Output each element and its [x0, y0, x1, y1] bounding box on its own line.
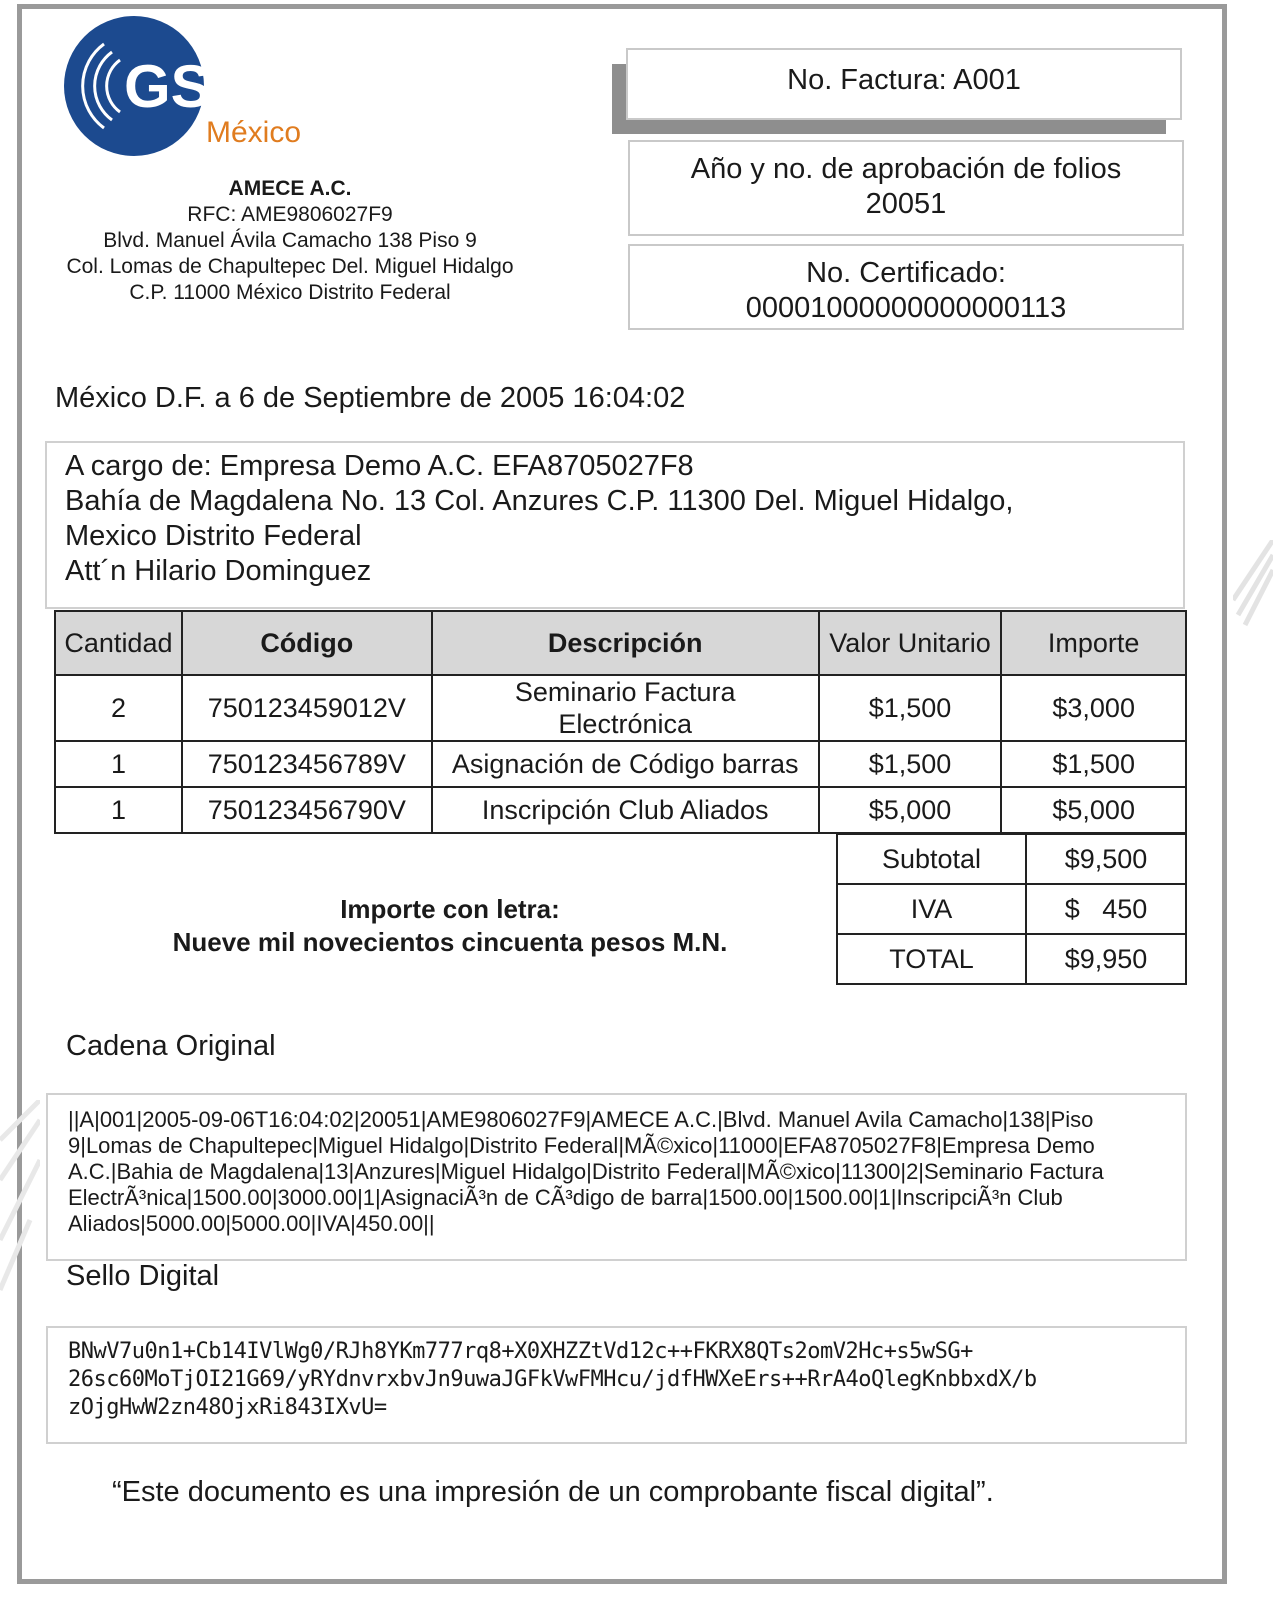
row-description-line-2: Electrónica [558, 709, 692, 739]
row-amount: $1,500 [1001, 741, 1186, 787]
folios-label: Año y no. de aprobación de folios [690, 153, 1122, 185]
cadena-box [46, 1093, 1187, 1261]
header-quantity: Cantidad [55, 611, 182, 675]
cadena-title: Cadena Original [66, 1030, 276, 1062]
subtotal-label: Subtotal [837, 834, 1026, 884]
items-table [54, 610, 1187, 834]
customer-line-2: Bahía de Magdalena No. 13 Col. Anzures C.P. 11300 Del. Miguel Hidalgo, [65, 485, 1014, 517]
row-unit-value: $1,500 [819, 675, 1002, 741]
issuer-address-2: Col. Lomas de Chapultepec Del. Miguel Hidalgo [66, 255, 514, 278]
row-description-line-1: Seminario Factura [514, 677, 736, 707]
row-amount: $5,000 [1001, 787, 1186, 833]
row-code: 750123459012V [182, 675, 432, 741]
decorative-stripes-left [0, 1100, 40, 1300]
row-description [432, 675, 819, 741]
iva-label: IVA [837, 884, 1026, 934]
table-row [55, 675, 1186, 741]
customer-line-1: A cargo de: Empresa Demo A.C. EFA8705027F8 [65, 450, 694, 482]
iva-value: $ 450 [1026, 884, 1186, 934]
subtotal-row [837, 834, 1186, 884]
issuer-block [30, 176, 550, 306]
sello-line: BNwV7u0n1+Cb14IVlWg0/RJh8YKm777rq8+X0XHZZtVd12c++FKRX8QTs2omV2Hc+s5wSG+ [68, 1339, 973, 1364]
logo-brand: GS1 [124, 53, 245, 120]
amount-in-words-value: Nueve mil novecientos cincuenta pesos M.N. [172, 927, 728, 957]
folios-value: 20051 [865, 188, 947, 220]
row-quantity: 2 [55, 675, 182, 741]
certificate-value: 00001000000000000113 [745, 292, 1067, 324]
total-value: $9,950 [1026, 934, 1186, 984]
header-amount: Importe [1001, 611, 1186, 675]
issuer-name: AMECE A.C. [228, 177, 352, 200]
row-description: Asignación de Código barras [432, 741, 819, 787]
row-amount: $3,000 [1001, 675, 1186, 741]
cadena-line: ||A|001|2005-09-06T16:04:02|20051|AME9806027F9|AMECE A.C.|Blvd. Manuel Avila Camacho|138|Piso [68, 1107, 1094, 1132]
header-unit-value: Valor Unitario [819, 611, 1002, 675]
issuer-address-3: C.P. 11000 México Distrito Federal [129, 281, 451, 304]
sello-line: zOjgHwW2zn48OjxRi843IXvU= [68, 1395, 387, 1420]
row-quantity: 1 [55, 741, 182, 787]
totals-table [836, 833, 1187, 985]
row-unit-value: $1,500 [819, 741, 1002, 787]
row-quantity: 1 [55, 787, 182, 833]
customer-line-3: Mexico Distrito Federal [65, 520, 362, 552]
customer-block [45, 441, 1185, 609]
sello-line: 26sc60MoTjOI21G69/yRYdnvrxbvJn9uwaJGFkVwFMHcu/jdfHWXeErs++RrA4oQlegKnbbxdX/b [68, 1367, 1037, 1392]
row-description: Inscripción Club Aliados [432, 787, 819, 833]
row-code: 750123456790V [182, 787, 432, 833]
footer-note: “Este documento es una impresión de un comprobante fiscal digital”. [112, 1476, 994, 1508]
total-row [837, 934, 1186, 984]
cadena-line: A.C.|Bahia de Magdalena|13|Anzures|Miguel Hidalgo|Distrito Federal|MÃ©xico|11300|2|Seminario Factura [68, 1159, 1104, 1184]
customer-line-4: Att´n Hilario Dominguez [65, 555, 372, 587]
iva-row [837, 884, 1186, 934]
amount-in-words-label: Importe con letra: [340, 894, 560, 924]
row-code: 750123456789V [182, 741, 432, 787]
table-row [55, 741, 1186, 787]
issuer-address-1: Blvd. Manuel Ávila Camacho 138 Piso 9 [103, 229, 477, 252]
sello-box [46, 1326, 1187, 1444]
certificate-box [628, 244, 1184, 330]
amount-in-words [100, 893, 800, 959]
issuer-rfc: RFC: AME9806027F9 [187, 203, 393, 226]
cadena-line: ElectrÃ³nica|1500.00|3000.00|1|AsignaciÃ³n de CÃ³digo de barra|1500.00|1500.00|1|InscripciÃ³n Club [68, 1185, 1063, 1210]
sello-title: Sello Digital [66, 1260, 220, 1292]
header-description: Descripción [432, 611, 819, 675]
cadena-line: Aliados|5000.00|5000.00|IVA|450.00|| [68, 1211, 435, 1236]
logo-country: México [206, 116, 302, 149]
table-row [55, 787, 1186, 833]
certificate-label: No. Certificado: [806, 257, 1006, 289]
header-code: Código [182, 611, 432, 675]
table-header-row [55, 611, 1186, 675]
decorative-stripes [1233, 540, 1273, 630]
gs1-logo [64, 14, 324, 164]
invoice-date: México D.F. a 6 de Septiembre de 2005 16:04:02 [55, 382, 686, 414]
folios-box [628, 140, 1184, 236]
cadena-line: 9|Lomas de Chapultepec|Miguel Hidalgo|Distrito Federal|MÃ©xico|11000|EFA8705027F8|Empresa Demo [68, 1133, 1095, 1158]
row-unit-value: $5,000 [819, 787, 1002, 833]
total-label: TOTAL [837, 934, 1026, 984]
invoice-number: No. Factura: A001 [626, 48, 1182, 120]
subtotal-value: $9,500 [1026, 834, 1186, 884]
